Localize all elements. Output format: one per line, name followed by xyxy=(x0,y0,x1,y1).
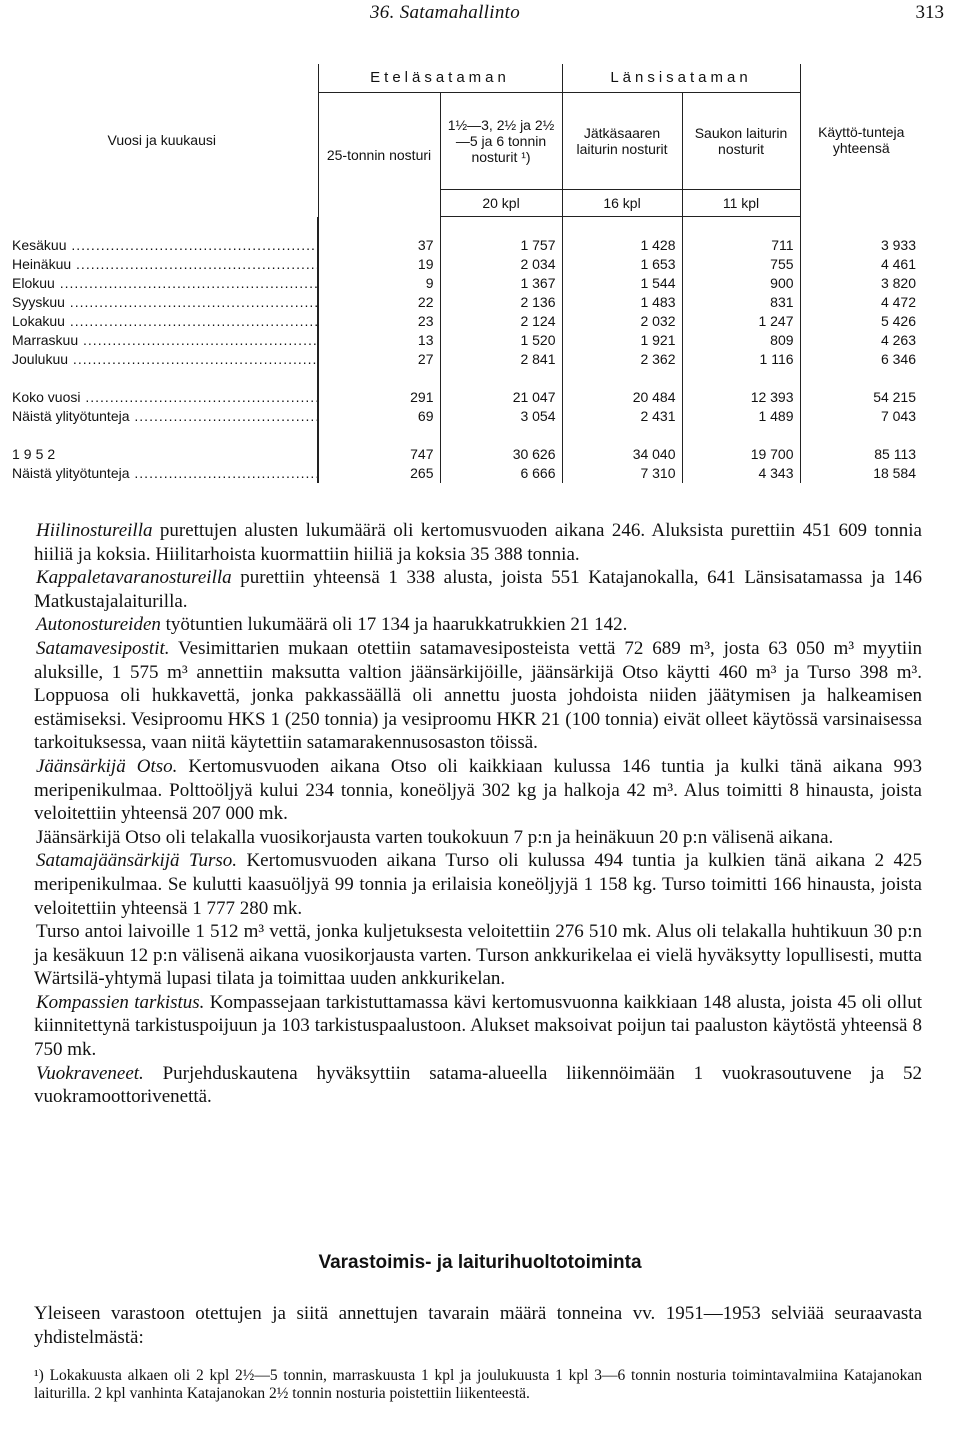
table-spacer xyxy=(6,369,922,388)
paragraph: Hiilinostureilla purettujen alusten lukumäärä oli kertomusvuoden aikana 246. Aluksista purettiin 451 609 tonnia hiiliä ja koksia. Hiilitarhoista kuormattiin hiiliä ja koksia 35 388 tonnia. xyxy=(34,520,922,565)
table-cell: 1 247 xyxy=(682,312,800,331)
paragraph: Jäänsärkijä Otso. Kertomusvuoden aikana Otso oli kaikkiaan kulussa 146 tuntia ja kulki tänä aikana 993 meripenikulmaa. Polttoöljyä kului 234 tonnia, koneöljyä 302 kg ja halkoja 42 m³. Alus toimitti 8 hinausta, joista veloitettiin yhteensä 207 000 mk. xyxy=(34,755,923,825)
paragraph: Kompassien tarkistus. Kompassejaan tarkistuttamassa kävi kertomusvuonna kaikkiaan 148 alusta, joista 45 oli ollut kiinnitettynä tarkistuspoijuun ja 103 tarkistuspaalustoon. Alukset maksoivat poijun tai paaluston käytöstä yhteensä 8 750 mk. xyxy=(34,991,922,1061)
paragraph: Jäänsärkijä Otso oli telakalla vuosikorjausta varten toukokuun 7 p:n ja heinäkuun 20 p:n välisenä aikana. xyxy=(36,826,834,848)
footnote-text: ¹) Lokakuusta alkaen oli 2 kpl 2½—5 tonnin, marraskuusta 1 kpl ja joulukuusta 1 kpl 3—6 tonnin nosturia toimintavalmiina Katajanokan laiturilla. 2 kpl vanhinta Katajanokan 2½ tonnin nosturia poistettiin liikenteestä. xyxy=(34,1367,922,1402)
table-cell: 85 113 xyxy=(800,445,922,464)
paragraph-lead: Kompassien tarkistus. xyxy=(36,991,205,1013)
table-row xyxy=(6,331,922,350)
table-cell: 34 040 xyxy=(562,445,682,464)
table-row xyxy=(6,445,922,464)
row-label: Syyskuu ..... xyxy=(6,293,318,312)
statistics-table xyxy=(6,64,922,483)
kpl-jatkasaari: 16 kpl xyxy=(562,190,682,217)
table-cell: 1 116 xyxy=(682,350,800,369)
table-cell: 3 933 xyxy=(800,236,922,255)
table-cell: 900 xyxy=(682,274,800,293)
table-cell: 4 472 xyxy=(800,293,922,312)
table-cell: 20 484 xyxy=(562,388,682,407)
table-cell: 2 362 xyxy=(562,350,682,369)
row-label: Kesäkuu ..... xyxy=(6,236,318,255)
table-cell: 2 431 xyxy=(562,407,682,426)
table-row xyxy=(6,274,922,293)
row-label: Marraskuu ..... xyxy=(6,331,318,350)
row-label: 1952 xyxy=(12,446,60,462)
table-cell: 23 xyxy=(318,312,440,331)
table-cell: 2 841 xyxy=(440,350,562,369)
table-row xyxy=(6,407,922,426)
table-cell: 4 263 xyxy=(800,331,922,350)
table-row xyxy=(6,293,922,312)
table-cell: 809 xyxy=(682,331,800,350)
col-header-saukko: Saukon laiturin nosturit xyxy=(682,93,800,190)
table-cell: 2 136 xyxy=(440,293,562,312)
table-cell: 711 xyxy=(682,236,800,255)
table-cell: 3 054 xyxy=(440,407,562,426)
running-header xyxy=(0,2,960,28)
col-header-small-cranes: 1½—3, 2½ ja 2½—5 ja 6 tonnin nosturit ¹) xyxy=(440,93,562,190)
paragraph: Satamavesipostit. Vesimittarien mukaan otettiin satamavesiposteista vettä 72 689 m³, josta 63 050 m³ myytiin aluksille, 1 575 m³ annettiin maksutta valtion jäänsärkijöille, jäänsärkijä Otso käytti 460 m³ ja Turso 398 m³. Loppuosa oli hukkavettä, jonka pakkassäällä oli annettu juosta johdoista niiden jäätymisen ja halkeamisen estämiseksi. Vesiproomu HKS 1 (250 tonnia) ja vesiproomu HKR 21 (100 tonnia) eivät olleet käytössä varsinaisessa tarkoituksessa, vaan niitä käytettiin satamarakennusosaston töissä. xyxy=(34,637,922,754)
table-cell: 9 xyxy=(318,274,440,293)
table-cell: 755 xyxy=(682,255,800,274)
chapter-title: 36. Satamahallinto xyxy=(370,2,521,23)
table-cell: 291 xyxy=(318,388,440,407)
table-cell: 27 xyxy=(318,350,440,369)
table-cell: 3 820 xyxy=(800,274,922,293)
paragraph-lead: Satamavesipostit. xyxy=(36,637,170,659)
paragraph: Vuokraveneet. Purjehduskautena hyväksyttiin satama-alueella liikennöimään 1 vuokrasoutuvene ja 52 vuokramoottorivenettä. xyxy=(34,1062,922,1108)
table-cell: 747 xyxy=(318,445,440,464)
paragraph: Autonostureiden työtuntien lukumäärä oli 17 134 ja haarukkatrukkien 21 142. xyxy=(36,614,628,636)
table-cell: 1 653 xyxy=(562,255,682,274)
table-cell: 69 xyxy=(318,407,440,426)
table-cell: 30 626 xyxy=(440,445,562,464)
table-row xyxy=(6,236,922,255)
paragraph-lead: Jäänsärkijä Otso. xyxy=(36,755,178,777)
footnote xyxy=(34,1367,922,1402)
table-cell: 18 584 xyxy=(800,464,922,483)
paragraph-lead: Satamajäänsärkijä Turso. xyxy=(36,850,238,872)
table-row xyxy=(6,388,922,407)
table-cell: 831 xyxy=(682,293,800,312)
page-number: 313 xyxy=(915,2,944,23)
table-cell: 1 520 xyxy=(440,331,562,350)
row-label: Näistä ylityötunteja ..... xyxy=(6,407,318,426)
section-heading: Varastoimis- ja laiturihuoltotoiminta xyxy=(318,1252,642,1273)
table-cell: 54 215 xyxy=(800,388,922,407)
table-cell: 2 034 xyxy=(440,255,562,274)
table-cell: 1 367 xyxy=(440,274,562,293)
paragraph-lead: Hiilinostureilla xyxy=(36,520,153,541)
body-text xyxy=(34,519,922,1109)
col-header-total: Käyttö-tunteja yhteensä xyxy=(800,64,922,217)
table-cell: 19 700 xyxy=(682,445,800,464)
col-header-25t: 25-tonnin nosturi xyxy=(318,93,440,217)
table-cell: 13 xyxy=(318,331,440,350)
paragraph: Turso antoi laivoille 1 512 m³ vettä, jonka kuljetuksesta veloitettiin 276 510 mk. Alus oli telakalla huhtikuun 30 p:n ja kesäkuun 12 p:n välisenä aikana vuosikorjausta varten. Turson ankkurikelaa ei vielä hyväksytty lopullisesti, mutta Wärtsilä-yhtymä lupasi tilata ja toimittaa uuden ankkurikelan. xyxy=(34,921,922,990)
section-intro xyxy=(34,1302,922,1350)
paragraph: Kappaletavaranostureilla purettiin yhteensä 1 338 alusta, joista 551 Katajanokalla, 641 Länsisatamassa ja 146 Matkustajalaiturilla. xyxy=(34,567,922,612)
kpl-small-cranes: 20 kpl xyxy=(440,190,562,217)
table-cell: 22 xyxy=(318,293,440,312)
table-cell: 1 544 xyxy=(562,274,682,293)
table-cell: 2 124 xyxy=(440,312,562,331)
table-cell: 1 489 xyxy=(682,407,800,426)
table-spacer xyxy=(6,217,922,237)
row-label: Joulukuu ..... xyxy=(6,350,318,369)
table-body xyxy=(6,217,922,484)
table-row xyxy=(6,312,922,331)
crane-hours-table xyxy=(6,64,922,483)
table-cell: 1 921 xyxy=(562,331,682,350)
table-cell: 5 426 xyxy=(800,312,922,331)
table-cell: 4 343 xyxy=(682,464,800,483)
table-cell: 2 032 xyxy=(562,312,682,331)
table-row xyxy=(6,464,922,483)
paragraph-lead: Vuokraveneet. xyxy=(36,1062,144,1084)
paragraph-lead: Autonostureiden xyxy=(36,614,161,636)
table-cell: 7 310 xyxy=(562,464,682,483)
col-header-period: Vuosi ja kuukausi xyxy=(107,132,216,149)
table-cell: 265 xyxy=(318,464,440,483)
row-label: Elokuu ..... xyxy=(6,274,318,293)
paragraph: Satamajäänsärkijä Turso. Kertomusvuoden aikana Turso oli kulussa 494 tuntia ja kulkien tänä aikana 2 425 meripenikulmaa. Se kulutti kaasuöljyä 99 tonnia ja erilaisia koneöljyjä 1 158 kg. Turso toimitti 166 hinausta, joista veloitettiin yhteensä 1 777 280 mk. xyxy=(34,850,923,919)
row-label: Heinäkuu ..... xyxy=(6,255,318,274)
table-cell: 4 461 xyxy=(800,255,922,274)
row-label: Koko vuosi ..... xyxy=(6,388,318,407)
row-label: Lokakuu ..... xyxy=(6,312,318,331)
table-cell: 37 xyxy=(318,236,440,255)
table-cell: 1 757 xyxy=(440,236,562,255)
table-cell: 1 428 xyxy=(562,236,682,255)
table-cell: 6 666 xyxy=(440,464,562,483)
table-cell: 12 393 xyxy=(682,388,800,407)
table-row xyxy=(6,350,922,369)
table-cell: 21 047 xyxy=(440,388,562,407)
table-cell: 7 043 xyxy=(800,407,922,426)
row-label: Näistä ylityötunteja ..... xyxy=(6,464,318,483)
intro-paragraph: Yleiseen varastoon otettujen ja siitä annettujen tavarain määrä tonneina vv. 1951—1953 selviää seuraavasta yhdistelmästä: xyxy=(34,1303,922,1348)
paragraph-lead: Kappaletavaranostureilla xyxy=(36,567,232,589)
table-cell: 6 346 xyxy=(800,350,922,369)
table-spacer xyxy=(6,426,922,445)
group-header-east: Eteläsataman xyxy=(318,64,562,93)
group-header-west: Länsisataman xyxy=(562,64,800,93)
kpl-saukko: 11 kpl xyxy=(682,190,800,217)
col-header-jatkasaari: Jätkäsaaren laiturin nosturit xyxy=(562,93,682,190)
table-cell: 1 483 xyxy=(562,293,682,312)
table-cell: 19 xyxy=(318,255,440,274)
table-row xyxy=(6,255,922,274)
